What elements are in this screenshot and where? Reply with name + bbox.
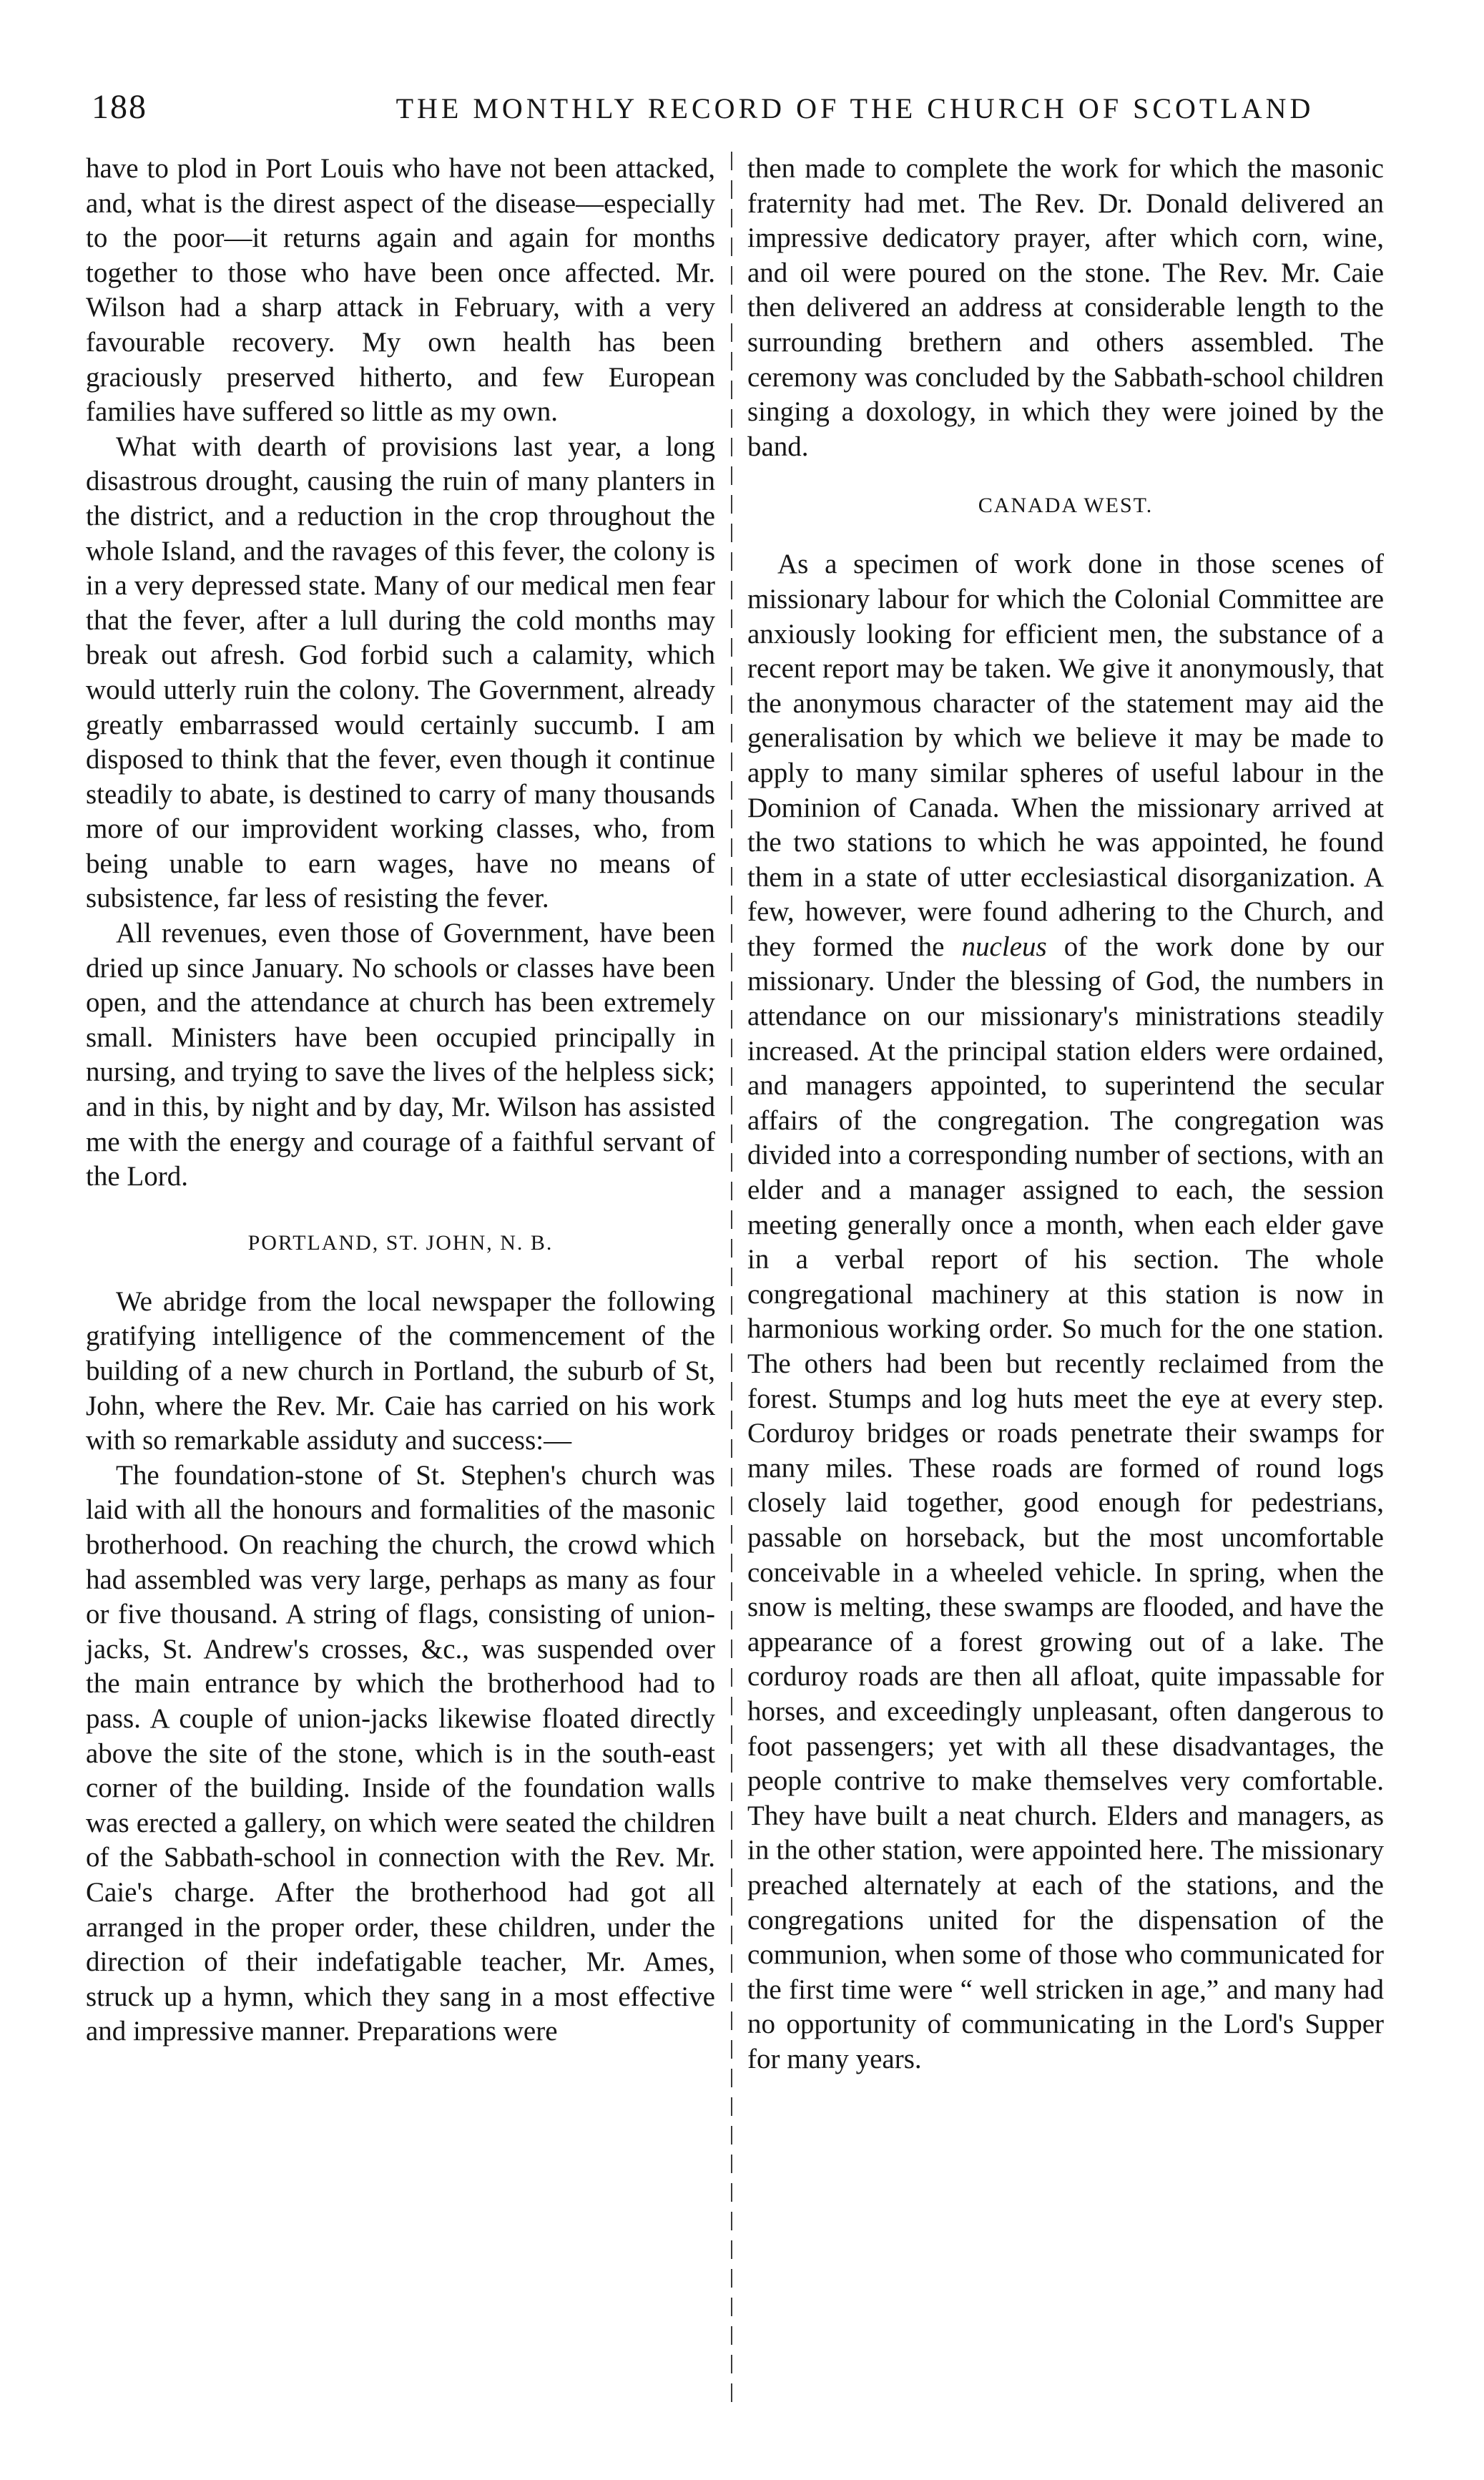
paragraph [747,547,1384,2077]
page-number: 188 [92,88,147,126]
paragraph-text: As a specimen of work done in those scenes of missionary labour for which the Colonial Committee are anxiously looking for efficient men, the substance of a recent report may be taken. We give it anonymously, that the anonymous character of the statement may aid the generalisation by which we believe it may be made to apply to many similar spheres of useful labour in the Dominion of Canada. When the missionary arrived at the two stations to which he was appointed, he found them in a state of utter ecclesiastical disorganization. A few, however, were found adhering to the Church, and they formed the [747,549,1384,962]
paragraph: The foundation-stone of St. Stephen's church was laid with all the honours and formalities of the masonic brotherhood. On reaching the church, the crowd which had assembled was very large, perhaps as many as four or five thousand. A string of flags, consisting of union-jacks, St. Andrew's crosses, &c., was suspended over the main entrance by which the brotherhood had to pass. A couple of union-jacks likewise floated directly above the site of the stone, which is in the south-east corner of the building. Inside of the foundation walls was erected a gallery, on which were seated the children of the Sabbath-school in connection with the Rev. Mr. Caie's charge. After the brotherhood had got all arranged in the proper order, these children, under the direction of their indefatigable teacher, Mr. Ames, struck up a hymn, which they sang in a most effective and impressive manner. Preparations were [86,1459,715,2047]
page-header [92,87,1404,137]
right-column [747,152,1384,2077]
paragraph: What with dearth of provisions last year, a long disastrous drought, causing the ruin of many planters in the district, and a reduction in the crop throughout the whole Island, and the ravages of this fever, the colony is in a very depressed state. Many of our medical men fear that the fever, after a lull during the cold months may break out afresh. God forbid such a calamity, which would utterly ruin the colony. The Government, already greatly embarrassed would certainly succumb. I am disposed to think that the fever, even though it continue steadily to abate, is destined to carry of many thousands more of our improvident working classes, who, from being unable to earn wages, have no means of subsistence, far less of resisting the fever. [86,431,715,914]
paragraph: have to plod in Port Louis who have not been attacked, and, what is the direst aspect of the disease—especially to the poor—it returns again and again for months together to those who have been once affected. Mr. Wilson had a sharp attack in February, with a very favourable recovery. My own health has been graciously preserved hitherto, and few European families have suffered so little as my own. [86,153,715,428]
italic-term: nucleus [961,931,1047,962]
left-column [86,152,715,2049]
section-heading-canada-west: CANADA WEST. [978,494,1154,518]
paragraph: then made to complete the work for which the masonic fraternity had met. The Rev. Dr. Donald delivered an impressive dedicatory prayer, after which corn, wine, and oil were poured on the stone. The Rev. Mr. Caie then delivered an address at considerable length to the surrounding brethern and others assembled. The ceremony was concluded by the Sabbath-school children singing a doxology, in which they were joined by the band. [747,153,1384,462]
column-divider [731,152,732,2405]
section-heading-portland: PORTLAND, ST. JOHN, N. B. [247,1230,554,1255]
paragraph-text: of the work done by our missionary. Under the blessing of God, the numbers in attendance on our missionary's ministrations steadily increased. At the principal station elders were ordained, and managers appointed, to superintend the secular affairs of the congregation. The congregation was divided into a corresponding number of sections, with an elder and a manager assigned to each, the session meeting generally once a month, when each elder gave in a verbal report of his section. The whole congregational machinery at this station is now in harmonious working order. So much for the one station. The others had been but recently reclaimed from the forest. Stumps and log huts meet the eye at every step. Corduroy bridges or roads penetrate their swamps for many miles. These roads are formed of round logs closely laid together, good enough for pedestrians, passable on horseback, but the most uncomfortable conceivable in a wheeled vehicle. In spring, when the snow is melting, these swamps are flooded, and have the appearance of a forest growing out of a lake. The corduroy roads are then all afloat, quite impassable for horses, and exceedingly unpleasant, often dangerous to foot passengers; yet with all these disadvantages, the people contrive to make themselves very comfortable. They have built a neat church. Elders and managers, as in the other station, were appointed here. The missionary preached alternately at each of the stations, and the congregations united for the dispensation of the communion, when some of those who communicated for the first time were “ well stricken in age,” and many had no opportunity of communicating in the Lord's Supper for many years. [747,931,1385,2074]
paragraph: All revenues, even those of Government, have been dried up since January. No schools or classes have been open, and the attendance at church has been extremely small. Ministers have been occupied principally in nursing, and trying to save the lives of the helpless sick; and in this, by night and by day, Mr. Wilson has assisted me with the energy and courage of a faithful servant of the Lord. [86,918,715,1192]
paragraph: We abridge from the local newspaper the following gratifying intelligence of the commencement of the building of a new church in Portland, the suburb of St, John, where the Rev. Mr. Caie has carried on his work with so remarkable assiduty and success:— [86,1285,715,1456]
running-title: THE MONTHLY RECORD OF THE CHURCH OF SCOTLAND [395,92,1315,124]
